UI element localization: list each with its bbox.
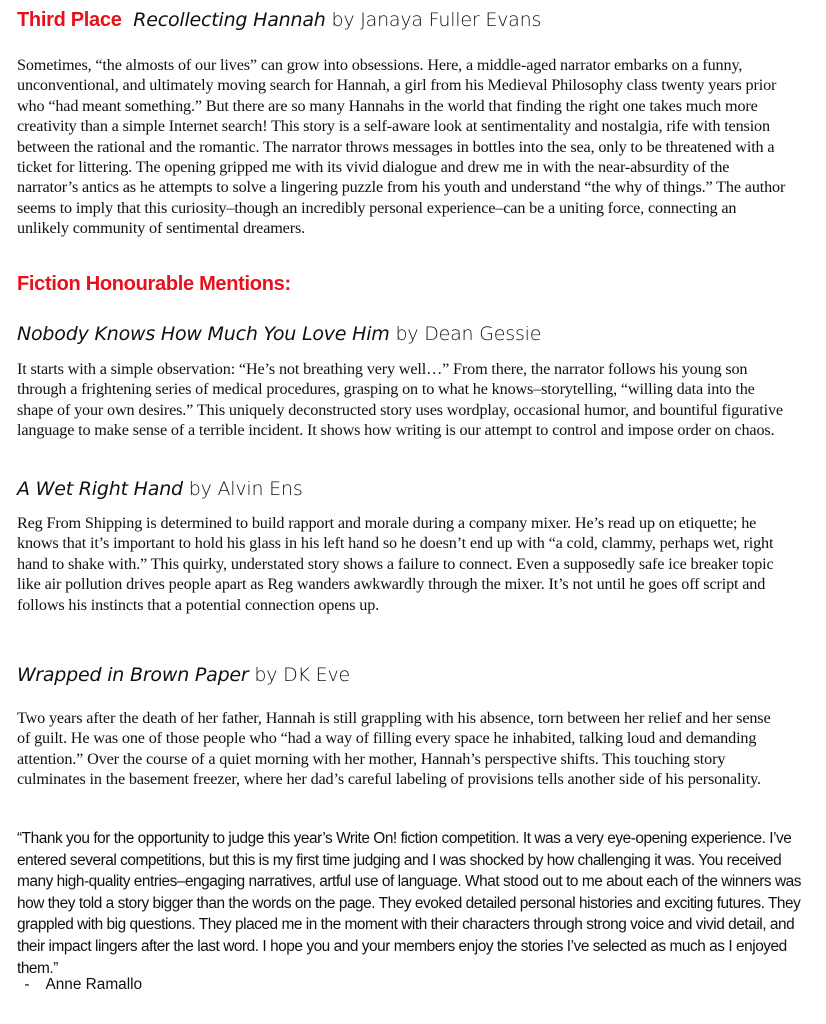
mention-heading	[17, 322, 541, 346]
judge-name: Anne Ramallo	[45, 976, 143, 993]
story-author: by Dean Gessie	[389, 323, 542, 345]
third-place-label: Third Place	[17, 9, 122, 31]
story-author: by Alvin Ens	[182, 478, 303, 500]
judge-signature	[12, 974, 142, 995]
honourable-mentions-heading: Fiction Honourable Mentions:	[17, 273, 291, 295]
mention-review: Reg From Shipping is determined to build rapport and morale during a company mixer. He’s read up on etiquette; he knows that it’s important to hold his glass in his left hand so he doesn’t end up with “a cold, clammy, perhaps wet, right hand to shake with.” This quirky, understated story shows a failure to connect. Even a supposedly safe ice breaker topic like air pollution drives people apart as Reg wanders awkwardly through the mixer. It’s not until he goes off script and follows his instincts that a potential connection opens up.	[17, 514, 774, 614]
third-place-heading	[17, 8, 541, 32]
third-place-review: Sometimes, “the almosts of our lives” can grow into obsessions. Here, a middle-aged narrator embarks on a funny, unconventional, and ultimately moving search for Hannah, a girl from his Medieval Philosophy class twenty years prior who “had meant something.” But there are so many Hannahs in the world that finding the right one takes much more creativity than a simple Internet search! This story is a self-aware look at sentimentality and nostalgia, rife with tension between the rational and the romantic. The narrator throws messages in bottles into the sea, only to be threatened with a ticket for littering. The opening gripped me with its vivid dialogue and drew me in with the near-absurdity of the narrator’s antics as he attempts to solve a lingering puzzle from his youth and understand “the why of things.” The author seems to imply that this curiosity–though an incredibly personal experience–can be a uniting force, connecting an unlikely community of sentimental dreamers.	[17, 56, 786, 238]
mention-review: Two years after the death of her father, Hannah is still grappling with his absence, torn between her relief and her sense of guilt. He was one of those people who “had a way of filling every space he inhabited, talking loud and demanding attention.” Over the course of a quiet morning with her mother, Hannah’s perspective shifts. This touching story culminates in the basement freezer, where her dad’s careful labeling of provisions tells another side of his personality.	[17, 709, 771, 789]
story-title: Nobody Knows How Much You Love Him	[17, 323, 390, 345]
mention-heading	[17, 663, 350, 687]
story-author: by Janaya Fuller Evans	[325, 9, 542, 31]
story-title: A Wet Right Hand	[17, 478, 183, 500]
story-author: by DK Eve	[248, 664, 350, 686]
mention-heading	[17, 477, 303, 501]
mention-review: It starts with a simple observation: “He’s not breathing very well…” From there, the narrator follows his young son through a frightening series of medical procedures, grasping on to what he knows–storytelling, “willing data into the shape of your own desires.” This uniquely deconstructed story uses wordplay, occasional humor, and bountiful figurative language to make sense of a terrible incident. It shows how writing is our attempt to control and impose order on chaos.	[17, 360, 783, 440]
judge-quote: “Thank you for the opportunity to judge this year’s Write On! fiction competition. It was a very eye-opening experience. I’ve entered several competitions, but this is my first time judging and I was shocked by how challenging it was. You received many high-quality entries–engaging narratives, artful use of language. What stood out to me about each of the winners was how they told a story bigger than the words on the page. They evoked detailed personal histories and exciting futures. They grappled with big questions. They placed me in the moment with their characters through strong voice and vivid detail, and their impact lingers after the last word. I hope you and your members enjoy the stories I’ve selected as much as I enjoyed them.”	[17, 830, 801, 977]
story-title: Recollecting Hannah	[133, 9, 326, 31]
story-title: Wrapped in Brown Paper	[17, 664, 249, 686]
signature-dash: -	[24, 976, 30, 993]
